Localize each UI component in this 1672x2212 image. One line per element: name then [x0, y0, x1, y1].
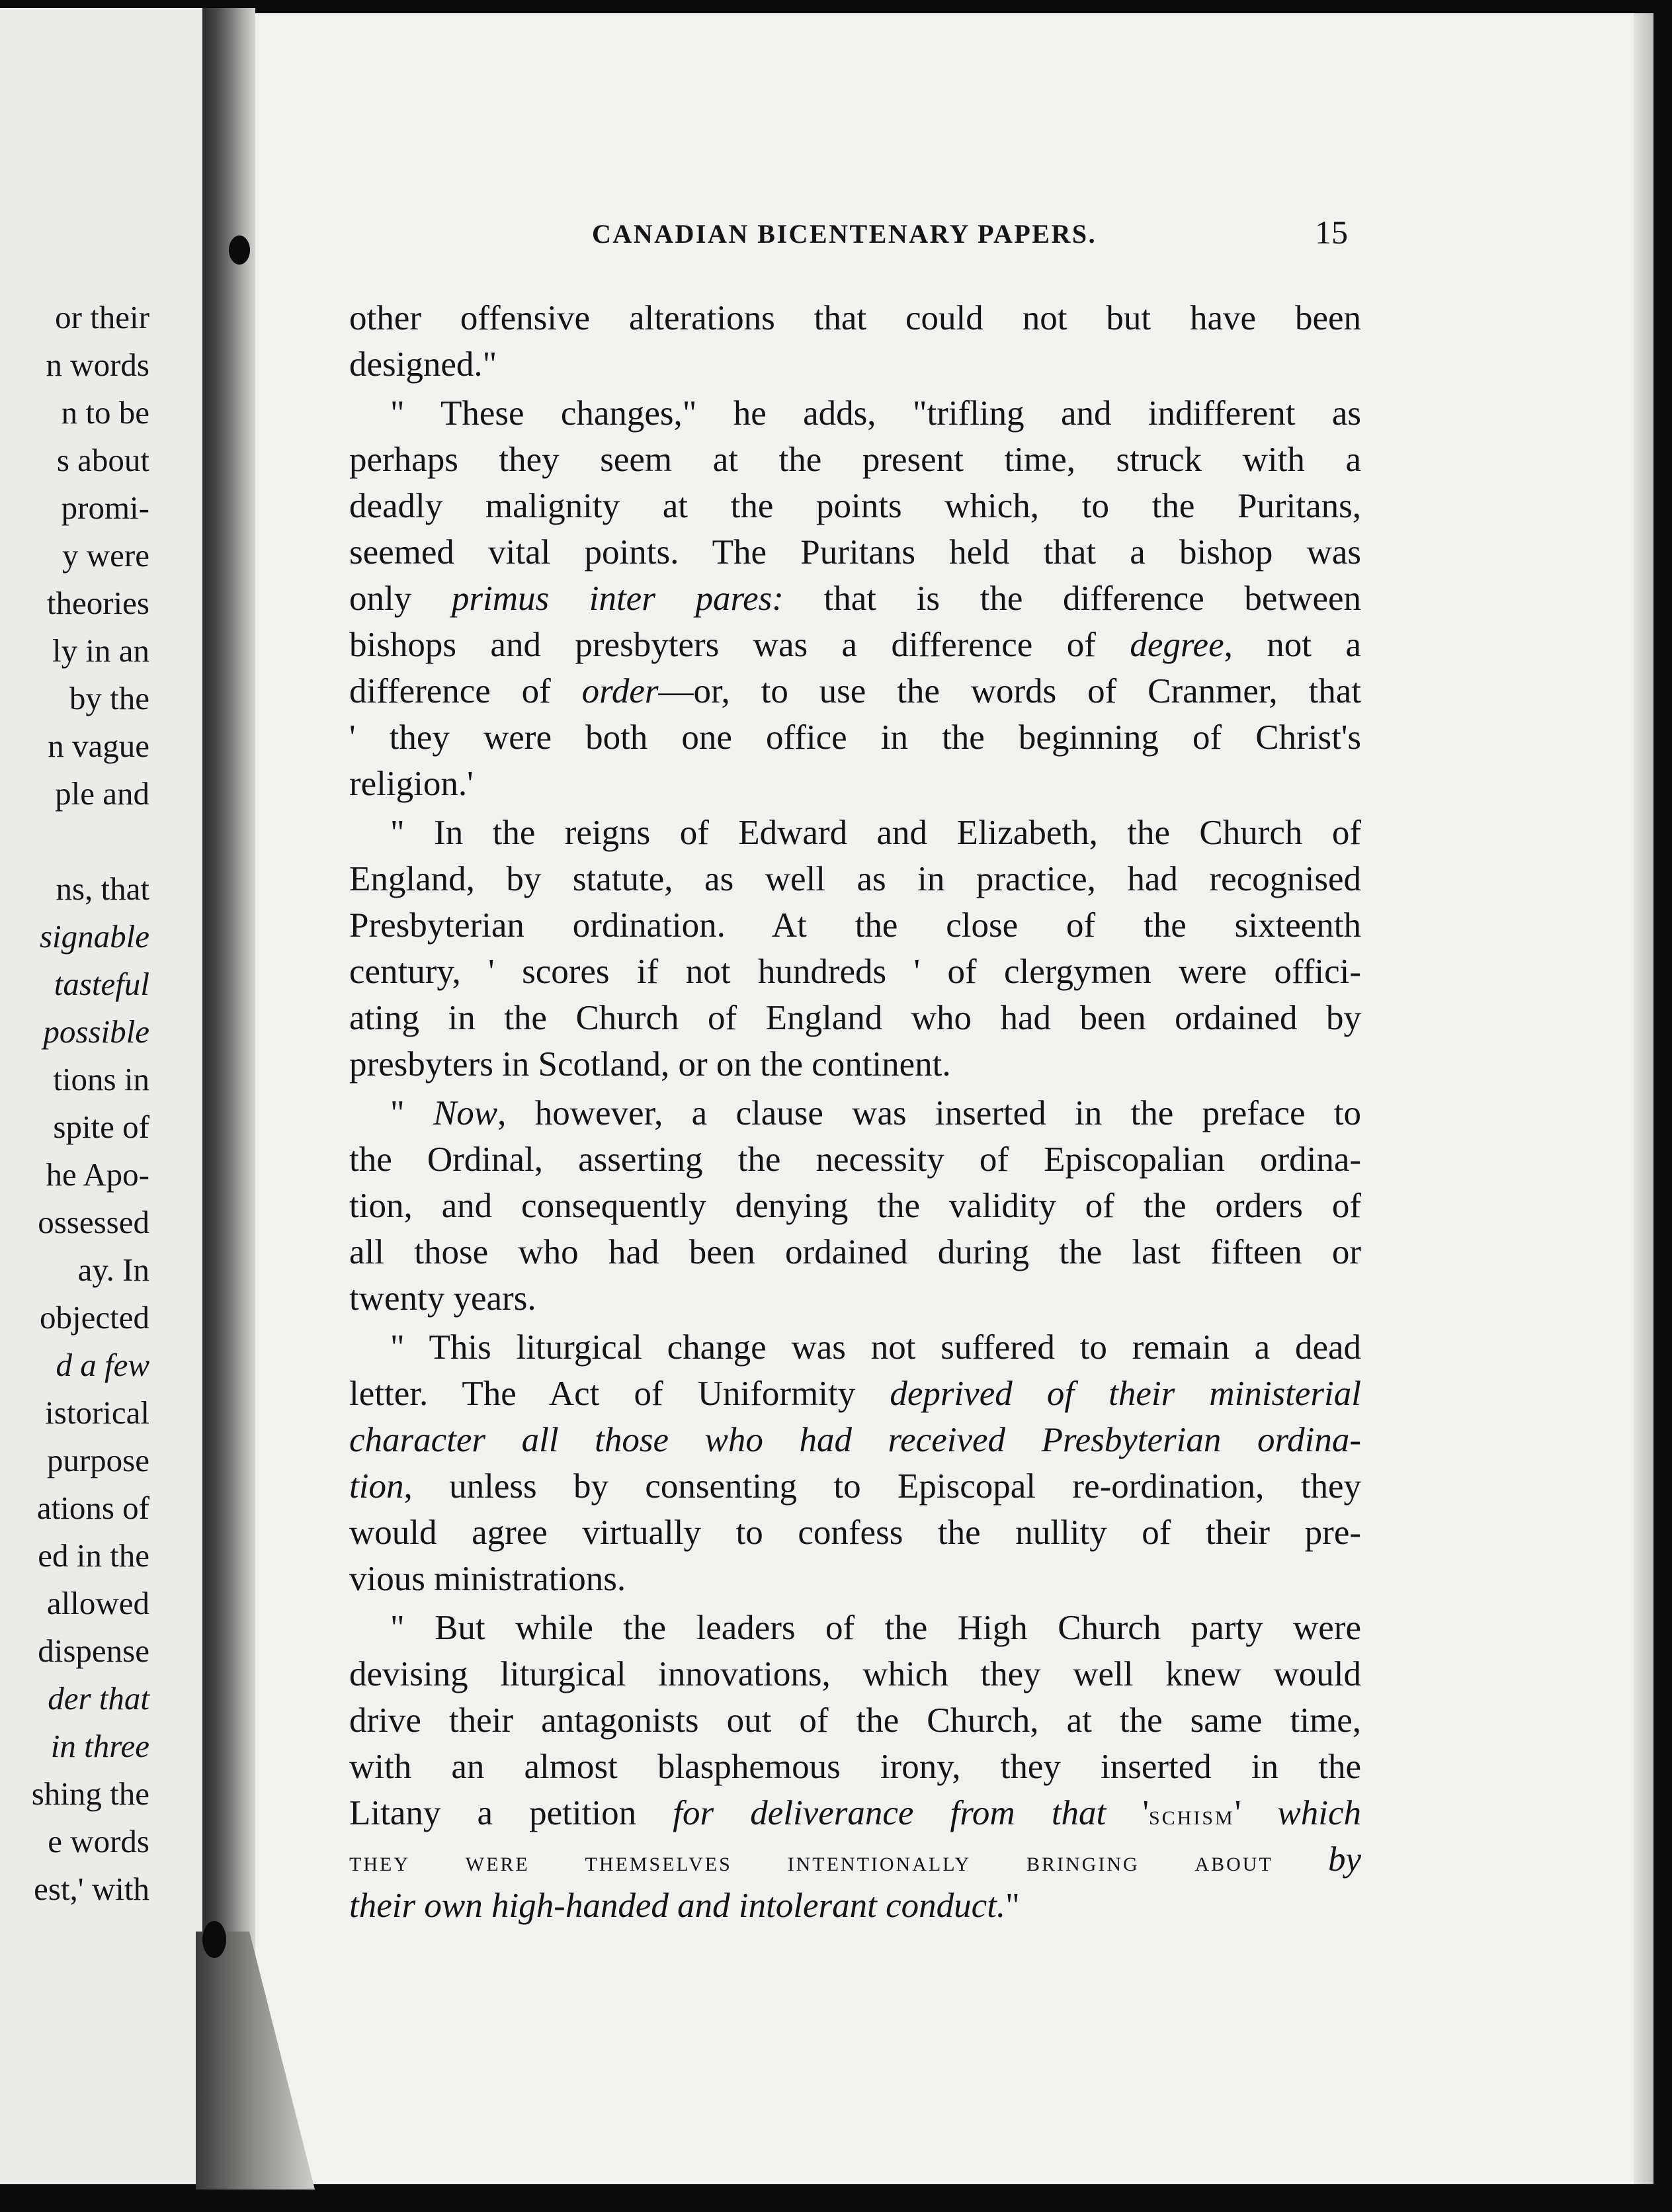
text-line [349, 668, 1361, 714]
text-run: only [349, 579, 412, 618]
book-gutter [202, 8, 255, 2184]
left-page-line: e words [48, 1823, 149, 1859]
left-page-line: n vague [48, 728, 149, 764]
italic-phrase: primus inter pares: [451, 579, 784, 618]
left-page-line: der that [48, 1680, 149, 1717]
left-facing-page [0, 8, 213, 2184]
text-run: letter. The Act of Uniformity [349, 1375, 856, 1413]
left-page-line: d a few [56, 1347, 149, 1383]
left-page-line: theories [46, 585, 149, 621]
small-caps-phrase: they were themselves intentionally bringing about [349, 1846, 1273, 1877]
italic-word: which [1277, 1794, 1362, 1832]
left-page-line: dispense [38, 1633, 149, 1669]
text-line: devising liturgical innovations, which they well knew would [349, 1655, 1361, 1693]
running-head: CANADIAN BICENTENARY PAPERS. [592, 219, 1097, 249]
left-page-line: ns, that [56, 871, 149, 907]
left-page-line: allowed [46, 1585, 149, 1621]
text-line: perhaps they seem at the present time, struck with a [349, 441, 1361, 479]
page-number: 15 [1315, 214, 1348, 251]
left-page-line: spite of [53, 1109, 149, 1145]
text-run: that is the difference between [823, 579, 1361, 618]
left-page-line: in three [50, 1728, 149, 1764]
left-page-line: tions in [53, 1061, 149, 1097]
left-page-line: tasteful [54, 966, 149, 1002]
paragraph-5 [349, 1324, 1361, 1602]
text-run: bishops and presbyters was a difference of [349, 626, 1096, 664]
paragraph-3 [349, 810, 1361, 1087]
italic-word: order [581, 672, 659, 710]
left-page-line: istorical [45, 1394, 149, 1431]
open-quote: " [390, 1094, 405, 1132]
left-page-line: ay. In [77, 1252, 149, 1288]
text-line: other offensive alterations that could not but have been [349, 299, 1361, 337]
text-line: ating in the Church of England who had been ordained by [349, 999, 1361, 1037]
text-line [349, 1090, 1361, 1136]
left-page-line: ly in an [52, 632, 149, 669]
text-line: presbyters in Scotland, or on the continent. [349, 1045, 951, 1084]
left-page-line: ossessed [38, 1204, 149, 1240]
italic-word: tion [349, 1467, 404, 1506]
left-page-text [0, 294, 149, 1913]
binding-hole-top [229, 235, 250, 265]
text-line [349, 575, 1361, 622]
text-line [349, 1417, 1361, 1463]
paragraph-4 [349, 1090, 1361, 1322]
text-line: with an almost blasphemous irony, they inserted in the [349, 1748, 1361, 1786]
text-line: deadly malignity at the points which, to the Puritans, [349, 487, 1361, 525]
left-page-line: objected [40, 1299, 149, 1336]
left-page-line: signable [39, 918, 149, 955]
text-line [349, 1463, 1361, 1510]
page-edge [1634, 13, 1653, 2184]
text-line: tion, and consequently denying the validity of the orders of [349, 1187, 1361, 1225]
text-line: ' they were both one office in the beginning of Christ's [349, 718, 1361, 757]
italic-phrase: deprived of their ministerial [890, 1375, 1361, 1413]
paragraph-1 [349, 295, 1361, 388]
text-line: drive their antagonists out of the Church, at the same time, [349, 1701, 1361, 1740]
paragraph-2 [349, 390, 1361, 807]
text-line: designed." [349, 345, 497, 384]
close-quote: ' [1234, 1794, 1241, 1832]
left-page-line: ed in the [38, 1537, 149, 1574]
italic-phrase: for deliverance from that [673, 1794, 1107, 1832]
left-page-line: est,' with [34, 1871, 149, 1907]
text-run: , however, a clause was inserted in the preface to [497, 1094, 1361, 1132]
left-page-line: by the [69, 680, 149, 716]
text-line: " This liturgical change was not suffered to remain a dead [390, 1328, 1361, 1367]
text-line: " These changes," he adds, "trifling and indifferent as [390, 394, 1361, 433]
text-line: seemed vital points. The Puritans held that a bishop was [349, 533, 1361, 572]
text-line: would agree virtually to confess the nullity of their pre- [349, 1513, 1361, 1552]
text-line: Presbyterian ordination. At the close of the sixteenth [349, 906, 1361, 945]
close-quote: " [1005, 1887, 1020, 1925]
italic-word: Now [433, 1094, 498, 1132]
text-run: , unless by consenting to Episcopal re-ordination, they [403, 1467, 1361, 1506]
left-page-line [0, 818, 149, 865]
text-line [349, 1371, 1361, 1417]
page-body [349, 295, 1361, 1929]
text-run: , not a [1224, 626, 1362, 664]
text-line [349, 622, 1361, 668]
left-page-line: ple and [55, 775, 149, 812]
left-page-line: possible [43, 1013, 149, 1050]
text-run: difference of [349, 672, 551, 710]
small-caps-word: schism [1149, 1799, 1235, 1831]
text-line: England, by statute, as well as in practice, had recognised [349, 860, 1361, 898]
text-line: all those who had been ordained during the last fifteen or [349, 1233, 1361, 1271]
left-page-line: purpose [46, 1442, 149, 1478]
text-line: " But while the leaders of the High Church party were [390, 1609, 1361, 1647]
left-page-line: n to be [61, 394, 149, 431]
left-page-line: y were [62, 537, 149, 574]
text-line [349, 1883, 1361, 1929]
left-page-line: ations of [36, 1490, 149, 1526]
left-page-line: n words [46, 347, 149, 383]
text-line [349, 1790, 1361, 1836]
text-run: Litany a petition [349, 1794, 637, 1832]
italic-phrase: their own high-handed and intolerant conduct. [349, 1887, 1006, 1925]
left-page-line: he Apo- [46, 1156, 149, 1193]
left-page-line: s about [56, 442, 149, 478]
paragraph-6 [349, 1605, 1361, 1929]
text-line: twenty years. [349, 1279, 536, 1318]
left-page-line: or their [55, 299, 149, 335]
left-page-line: promi- [61, 489, 149, 526]
text-line: " In the reigns of Edward and Elizabeth, the Church of [390, 814, 1361, 852]
text-line: the Ordinal, asserting the necessity of Episcopalian ordina- [349, 1140, 1361, 1179]
italic-word: by [1327, 1840, 1361, 1879]
text-line: religion.' [349, 765, 474, 803]
italic-phrase: character all those who had received Presbyterian ordina- [349, 1421, 1361, 1459]
text-line [349, 1836, 1361, 1883]
binding-hole-bottom [202, 1921, 226, 1958]
text-run: —or, to use the words of Cranmer, that [658, 672, 1361, 710]
text-line: vious ministrations. [349, 1560, 626, 1598]
text-line: century, ' scores if not hundreds ' of clergymen were offici- [349, 953, 1361, 991]
open-quote: ' [1142, 1794, 1149, 1832]
left-page-line: shing the [31, 1775, 149, 1812]
italic-word: degree [1130, 626, 1224, 664]
